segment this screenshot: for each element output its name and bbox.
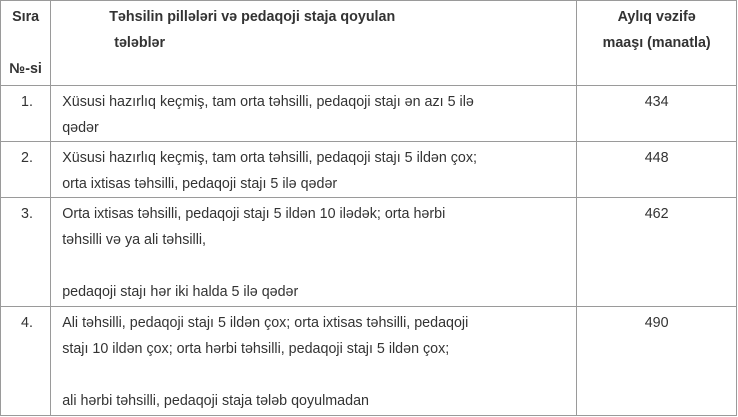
requirement-line: stajı 10 ildən çox; orta hərbi təhsilli, pedaqoji stajı 5 ildən çox;	[62, 341, 450, 357]
header-requirements	[51, 1, 577, 86]
row-salary: 434	[577, 86, 737, 142]
row-requirements	[51, 86, 577, 142]
row-requirements	[51, 198, 577, 307]
requirement-line: təhsilli və ya ali təhsilli,	[62, 232, 207, 248]
row-number: 3.	[1, 198, 51, 307]
row-requirements	[51, 142, 577, 198]
row-number: 2.	[1, 142, 51, 198]
table-row	[1, 198, 737, 307]
header-salary-line2: maaşı (manatla)	[602, 35, 711, 51]
header-salary-line1: Aylıq vəzifə	[617, 9, 696, 25]
table-row	[1, 86, 737, 142]
header-number-line2: №-si	[9, 61, 42, 77]
requirement-line: qədər	[62, 120, 99, 136]
row-requirements	[51, 307, 577, 416]
requirement-line: Ali təhsilli, pedaqoji stajı 5 ildən çox; orta ixtisas təhsilli, pedaqoji	[62, 315, 469, 331]
requirement-line: Xüsusi hazırlıq keçmiş, tam orta təhsilli, pedaqoji stajı 5 ildən çox;	[62, 150, 478, 166]
table-row	[1, 307, 737, 416]
header-requirements-line1: Təhsilin pillələri və pedaqoji staja qoyulan	[109, 9, 396, 25]
header-number-line1: Sıra	[12, 9, 40, 25]
paragraph-gap	[62, 362, 570, 388]
row-number: 4.	[1, 307, 51, 416]
row-salary: 490	[577, 307, 737, 416]
header-salary	[577, 1, 737, 86]
row-salary: 448	[577, 142, 737, 198]
header-requirements-line2: tələblər	[114, 35, 166, 51]
header-row	[1, 1, 737, 86]
requirement-line: pedaqoji stajı hər iki halda 5 ilə qədər	[62, 284, 299, 300]
row-salary: 462	[577, 198, 737, 307]
table-row	[1, 142, 737, 198]
row-number: 1.	[1, 86, 51, 142]
requirement-line: orta ixtisas təhsilli, pedaqoji stajı 5 ilə qədər	[62, 176, 338, 192]
requirement-line: Orta ixtisas təhsilli, pedaqoji stajı 5 ildən 10 ilədək; orta hərbi	[62, 206, 446, 222]
requirement-line: ali hərbi təhsilli, pedaqoji staja tələb qoyulmadan	[62, 393, 369, 409]
paragraph-gap	[62, 253, 570, 279]
requirement-line: Xüsusi hazırlıq keçmiş, tam orta təhsilli, pedaqoji stajı ən azı 5 ilə	[62, 94, 474, 110]
header-number	[1, 1, 51, 86]
